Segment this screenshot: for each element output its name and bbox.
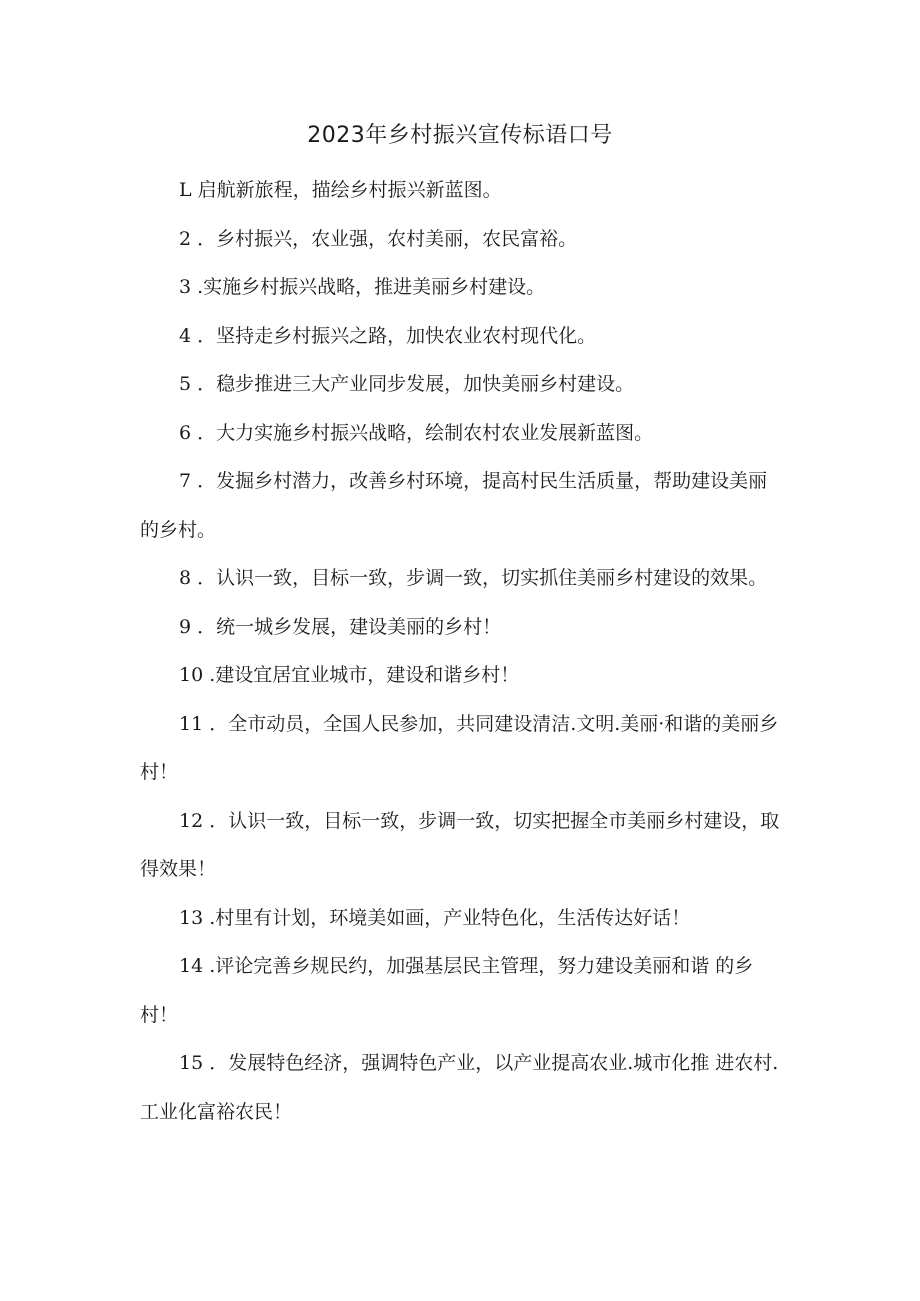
item-number: 7 bbox=[179, 470, 192, 492]
list-item bbox=[140, 797, 780, 894]
item-number: 10 bbox=[179, 664, 204, 686]
list-item bbox=[140, 263, 780, 312]
item-number: 5 bbox=[179, 373, 192, 395]
page-title: 2023年乡村振兴宣传标语口号 bbox=[307, 123, 613, 148]
item-text: .建设宜居宜业城市，建设和谐乡村！ bbox=[209, 664, 520, 686]
item-text: ．统一城乡发展，建设美丽的乡村！ bbox=[197, 615, 502, 638]
list-item bbox=[140, 554, 780, 603]
item-text: ．认识一致，目标一致，步调一致，切实把握全市美丽乡村建设，取得效果！ bbox=[140, 809, 780, 880]
item-number: 15 bbox=[179, 1052, 204, 1074]
item-text: ．乡村振兴，农业强，农村美丽，农民富裕。 bbox=[197, 227, 578, 250]
item-number: L bbox=[179, 179, 192, 201]
list-item bbox=[140, 215, 780, 264]
item-text: ．坚持走乡村振兴之路，加快农业农村现代化。 bbox=[197, 324, 597, 347]
item-text: .评论完善乡规民约，加强基层民主管理，努力建设美丽和谐 的乡村！ bbox=[140, 955, 754, 1026]
item-text: ．稳步推进三大产业同步发展，加快美丽乡村建设。 bbox=[197, 373, 635, 395]
list-item bbox=[140, 312, 780, 361]
item-text: ．认识一致，目标一致，步调一致，切实抓住美丽乡村建设的效果。 bbox=[197, 567, 768, 589]
list-item bbox=[140, 166, 780, 215]
list-item bbox=[140, 409, 780, 458]
item-text: ．大力实施乡村振兴战略，绘制农村农业发展新蓝图。 bbox=[197, 421, 654, 444]
list-item bbox=[140, 894, 780, 943]
item-number: 4 bbox=[179, 324, 192, 347]
item-number: 6 bbox=[179, 421, 192, 444]
item-text: ．发展特色经济，强调特色产业，以产业提高农业.城市化推 进农村.工业化富裕农民！ bbox=[140, 1052, 779, 1123]
item-number: 13 bbox=[179, 906, 204, 929]
list-item bbox=[140, 360, 780, 409]
list-item bbox=[140, 942, 780, 1039]
list-item bbox=[140, 700, 780, 797]
item-number: 3 bbox=[179, 276, 192, 298]
item-number: 12 bbox=[179, 809, 204, 832]
item-text: 启航新旅程，描绘乡村振兴新蓝图。 bbox=[197, 179, 502, 201]
item-number: 9 bbox=[179, 615, 192, 638]
list-item bbox=[140, 457, 780, 554]
slogan-list bbox=[140, 166, 780, 1136]
item-text: ．发掘乡村潜力，改善乡村环境，提高村民生活质量，帮助建设美丽的乡村。 bbox=[140, 470, 768, 541]
item-text: .实施乡村振兴战略，推进美丽乡村建设。 bbox=[197, 276, 546, 298]
list-item bbox=[140, 603, 780, 652]
item-number: 11 bbox=[179, 712, 204, 735]
item-number: 2 bbox=[179, 227, 192, 250]
item-number: 14 bbox=[179, 955, 204, 977]
item-text: .村里有计划，环境美如画，产业特色化，生活传达好话！ bbox=[209, 906, 691, 929]
list-item bbox=[140, 1039, 780, 1136]
list-item bbox=[140, 651, 780, 700]
item-number: 8 bbox=[179, 567, 192, 589]
item-text: ．全市动员，全国人民参加，共同建设清洁.文明.美丽·和谐的美丽乡村！ bbox=[140, 712, 779, 783]
